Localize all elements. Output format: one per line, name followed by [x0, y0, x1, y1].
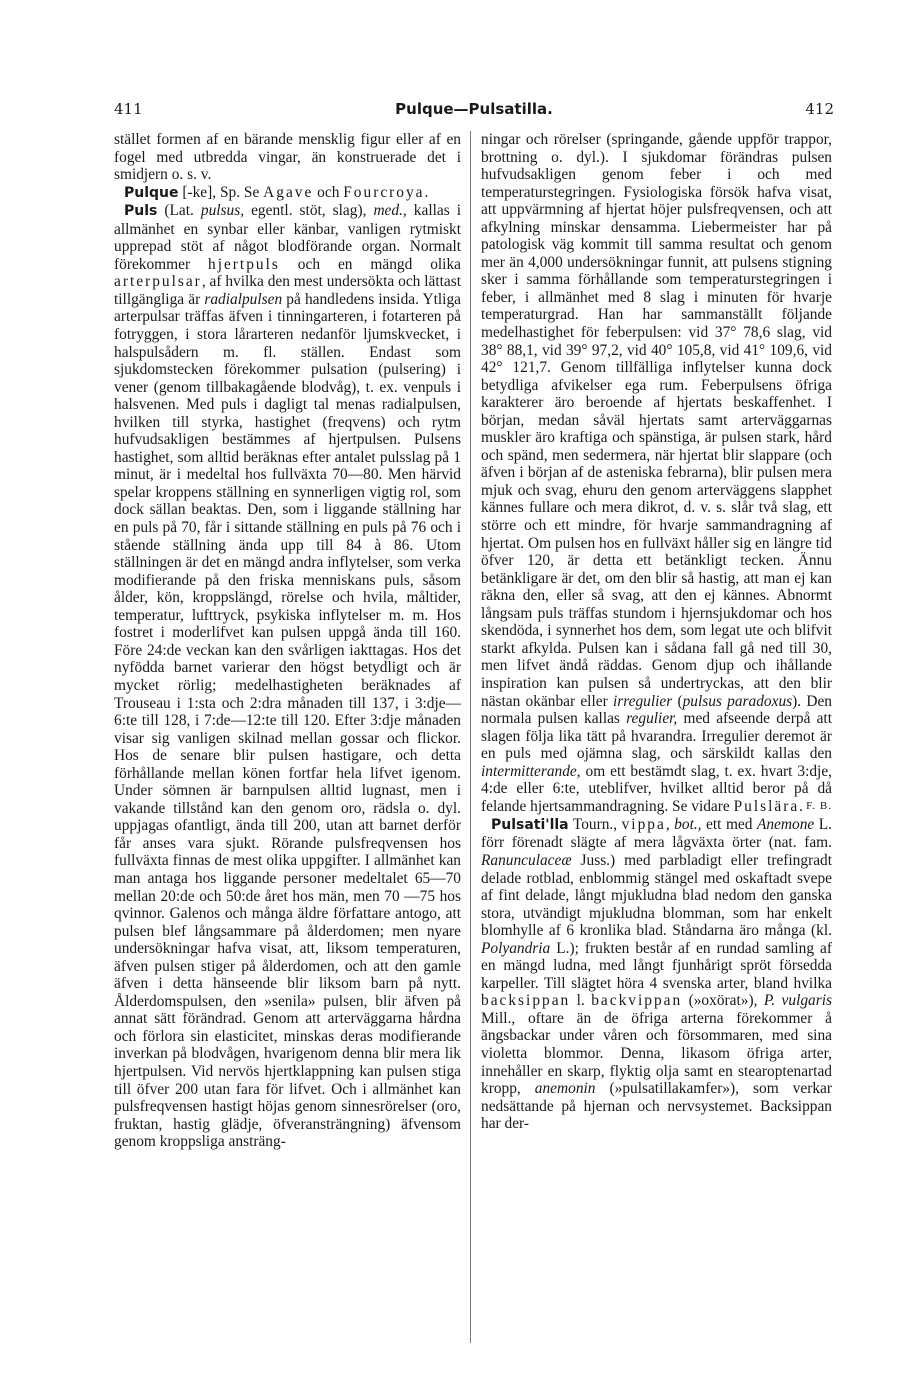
author-signature: F. B.	[806, 800, 832, 813]
continued-paragraph: stället formen af en bärande mensklig figur eller af en fogel med utbredda vingar, än konstruerade det i smidjern o. s. v.	[114, 131, 461, 184]
headword-pulque: Pulque	[124, 184, 179, 201]
right-page-number: 412	[805, 100, 834, 118]
running-title: Pulque—Pulsatilla.	[395, 100, 553, 118]
right-column	[481, 131, 832, 1351]
left-column	[114, 131, 461, 1351]
xref-agave: Agave	[263, 183, 314, 201]
column-divider	[470, 131, 471, 1343]
headword-pulsatilla: Pulsati'lla	[491, 816, 569, 833]
entry-pulsatilla: Pulsati'lla Tourn., vippa, bot., ett med Anemone L. förr förenadt slägte af mera lågväxta örter (nat. fam. Ranunculaceæ Juss.) med parbladigt eller trefingradt delade rotblad, enblommig stängel med oskaftadt svepe af fint delade, långt mjukludna blad nedom den ganska stora, utvändigt mjukludna blomman, som har enkelt blomhylle af 6 kronlika blad. Ståndarna äro många (kl. Polyandria L.); frukten består af en rundad samling af en mängd ludna, med långt fjunhårigt spröt försedda karpeller. Till slägtet höra 4 svenska arter, bland hvilka backsippan l. backvippan (»oxörat»), P. vulgaris Mill., oftare än de öfriga arterna förekommer å ängsbackar under våren och försommaren, med sina violetta blommor. Denna, likasom öfriga arter, innehåller en skarp, flyktig olja samt en stearoptenartad kropp, anemonin (»pulsatillakamfer»), som verkar nedsättande på hjernan och nervsystemet. Backsippan har der-	[481, 815, 832, 1133]
entry-pulque: Pulque [-ke], Sp. Se Agave och Fourcroya.	[124, 183, 429, 201]
headword-puls: Puls	[124, 203, 158, 220]
entry-puls: Puls (Lat. pulsus, egentl. stöt, slag), med., kallas i allmänhet en synbar eller känbar, vanligen rytmiskt upprepad stöt af något blodförande organ. Normalt förekommer hjertpuls och en mängd olika arterpulsar, af hvilka den mest undersökta och lättast tillgängliga är radialpulsen på handledens insida. Ytliga arterpulsar träffas äfven i tinningarteren, i fotarteren på fotryggen, i stora lårarteren nedanför ljumskvecket, i halspulsådern m. fl. ställen. Endast som sjukdomstecken förekommer pulsation (pulsering) i vener (genom tillbakagående blodvåg), t. ex. venpuls i halsvenen. Med puls i dagligt tal menas radialpulsen, hvilken till styrka, hastighet (freqvens) och rytm hufvudsakligen bestämmes af hjertpulsen. Pulsens hastighet, som alltid beräknas efter antalet pulsslag på 1 minut, är i medeltal hos fullväxta 70—80. Men härvid spelar kroppens ställning en synnerligen vigtig rol, som dock sällan beaktas. Den, som i liggande ställning har en puls på 70, får i sittande ställning en puls på 76 och i stående ställning ända upp till 84 à 86. Utom ställningen är det en mängd andra inflytelser, som verka modifierande på den friska menniskans puls, såsom ålder, kön, kroppslängd, rörelse och hvila, måltider, temperatur, lufttryck, psykiska inflytelser m. m. Hos fostret i moderlifvet kan pulsen uppgå ända till 160. Före 24:de veckan kan den svårligen iakttagas. Hos det nyfödda barnet varierar den högst betydligt och är mycket rörlig; medelhastigheten beräknades af Trouseau i 1:sta och 2:dra månaden till 137, i 3:dje—6:te till 128, i 7:de—12:te till 120. Efter 3:dje månaden visar sig vanligen skilnad mellan gossar och flickor. Hos de senare blir pulsen hastigare, och detta förhållande mellan könen fortfar hela lifvet igenom. Under sömnen är barnpulsen alltid lugnast, men i vakande tillstånd kan den genom oro, rädsla o. dyl. uppjagas ofantligt, ända till 200, utan att barnet derför får anses vara sjukt. Rörande pulsfreqvensen hos fullväxta finnas de mest olika uppgifter. I allmänhet kan man antaga hos liggande personer medeltalet 65—70 mellan 20:de och 50:de året hos män, men 70 —75 hos qvinnor. Galenos och många äldre författare antogo, att pulsen blef långsammare på ålderdomen; men nyare undersökningar hafva visat, att, liksom temperaturen, äfven pulsen stiger på ålderdomen, och att den gamle äfven i detta hänseende blir liksom barn på nytt. Ålderdomspulsen, den »senila» pulsen, blir äfven på annat sätt förändrad. Genom att arterväggarna hårdna och förlora sin elasticitet, minskas deras modifierande inverkan på blodvågen, hvarigenom denna blir mera lik hjertpulsen. Vid nervös hjertklappning kan pulsen stiga till öfver 200 utan fara för lifvet. Och i allmänhet kan pulsfreqvensen hastigt höjas genom sinnesrörelser (oro, fruktan, hastig glädje, öfveransträngning) äfvensom genom kroppsliga ansträng-	[114, 202, 461, 1151]
continued-paragraph-puls: ningar och rörelser (springande, gående uppför trappor, brottning o. dyl.). I sjukdomar förändras pulsen hufvudsakligen genom feber i och med temperaturstegringen. Fysiologiska försök hafva visat, att uppvärmning af hjertat höjer pulsfreqvensen, och att afkylning minskar densamma. Liebermeister har på patologisk väg kommit till samma resultat och genom mer än 4,000 undersökningar funnit, att pulsens stigning sker i samma förhållande som temperaturstegringen i feber, i allmänhet med 8 slag i minuten för hvarje temperaturgrad. Han har sammanställt följande medelhastighet för feberpulsen: vid 37° 78,6 slag, vid 38° 88,1, vid 39° 97,2, vid 40° 105,8, vid 41° 109,6, vid 42° 121,7. Genom tillfälliga inflytelser kunna dock betydliga afvikelser ega rum. Feberpulsens öfriga karakterer äro beroende af hjertats beskaffenhet. I början, medan såväl hjertats samt arterväggarnas muskler äro kraftiga och spänstiga, är pulsen stark, hård och spänd, men sedermera, när hjertat blir slappare (och äfven i början af de asteniska febrarna), blir pulsen mera mjuk och svag, ehuru den genom arterväggens slapphet kännes fullare och mera dikrot, d. v. s. slår två slag, ett större och ett mindre, för hvarje sammandragning af hjertat. Om pulsen hos en fullväxt håller sig en längre tid öfver 120, är detta ett betänkligt tecken. Ännu betänkligare är det, om den blir så hastig, att man ej kan räkna den, eller så svag, att den ej kännes. Abnormt långsam puls träffas stundom i hjernsjukdomar och hos skendöda, i synnerhet hos dem, som legat ute och blifvit starkt afkylda. Pulsen kan i sådana fall gå ned till 30, men lifvet ändå räddas. Genom djup och ihållande inspiration kan pulsen så undertryckas, att den blir nästan okänbar eller irregulier (pulsus paradoxus). Den normala pulsen kallas regulier, med afseende derpå att slagen följa lika tätt på hvarandra. Irregulier deremot är en puls med ojämna slag, och särskildt kallas den intermitterande, om ett bestämdt slag, t. ex. hvart 3:dje, 4:de eller 6:te, uteblifver, hvilket alltid beror på då felande hjertsammandragning. Se vidare Pulslära.	[481, 131, 832, 815]
xref-pulslara: Pulslära	[733, 797, 800, 815]
left-page-number: 411	[114, 100, 143, 118]
xref-fourcroya: Fourcroya	[343, 183, 425, 201]
page-header	[114, 100, 834, 124]
